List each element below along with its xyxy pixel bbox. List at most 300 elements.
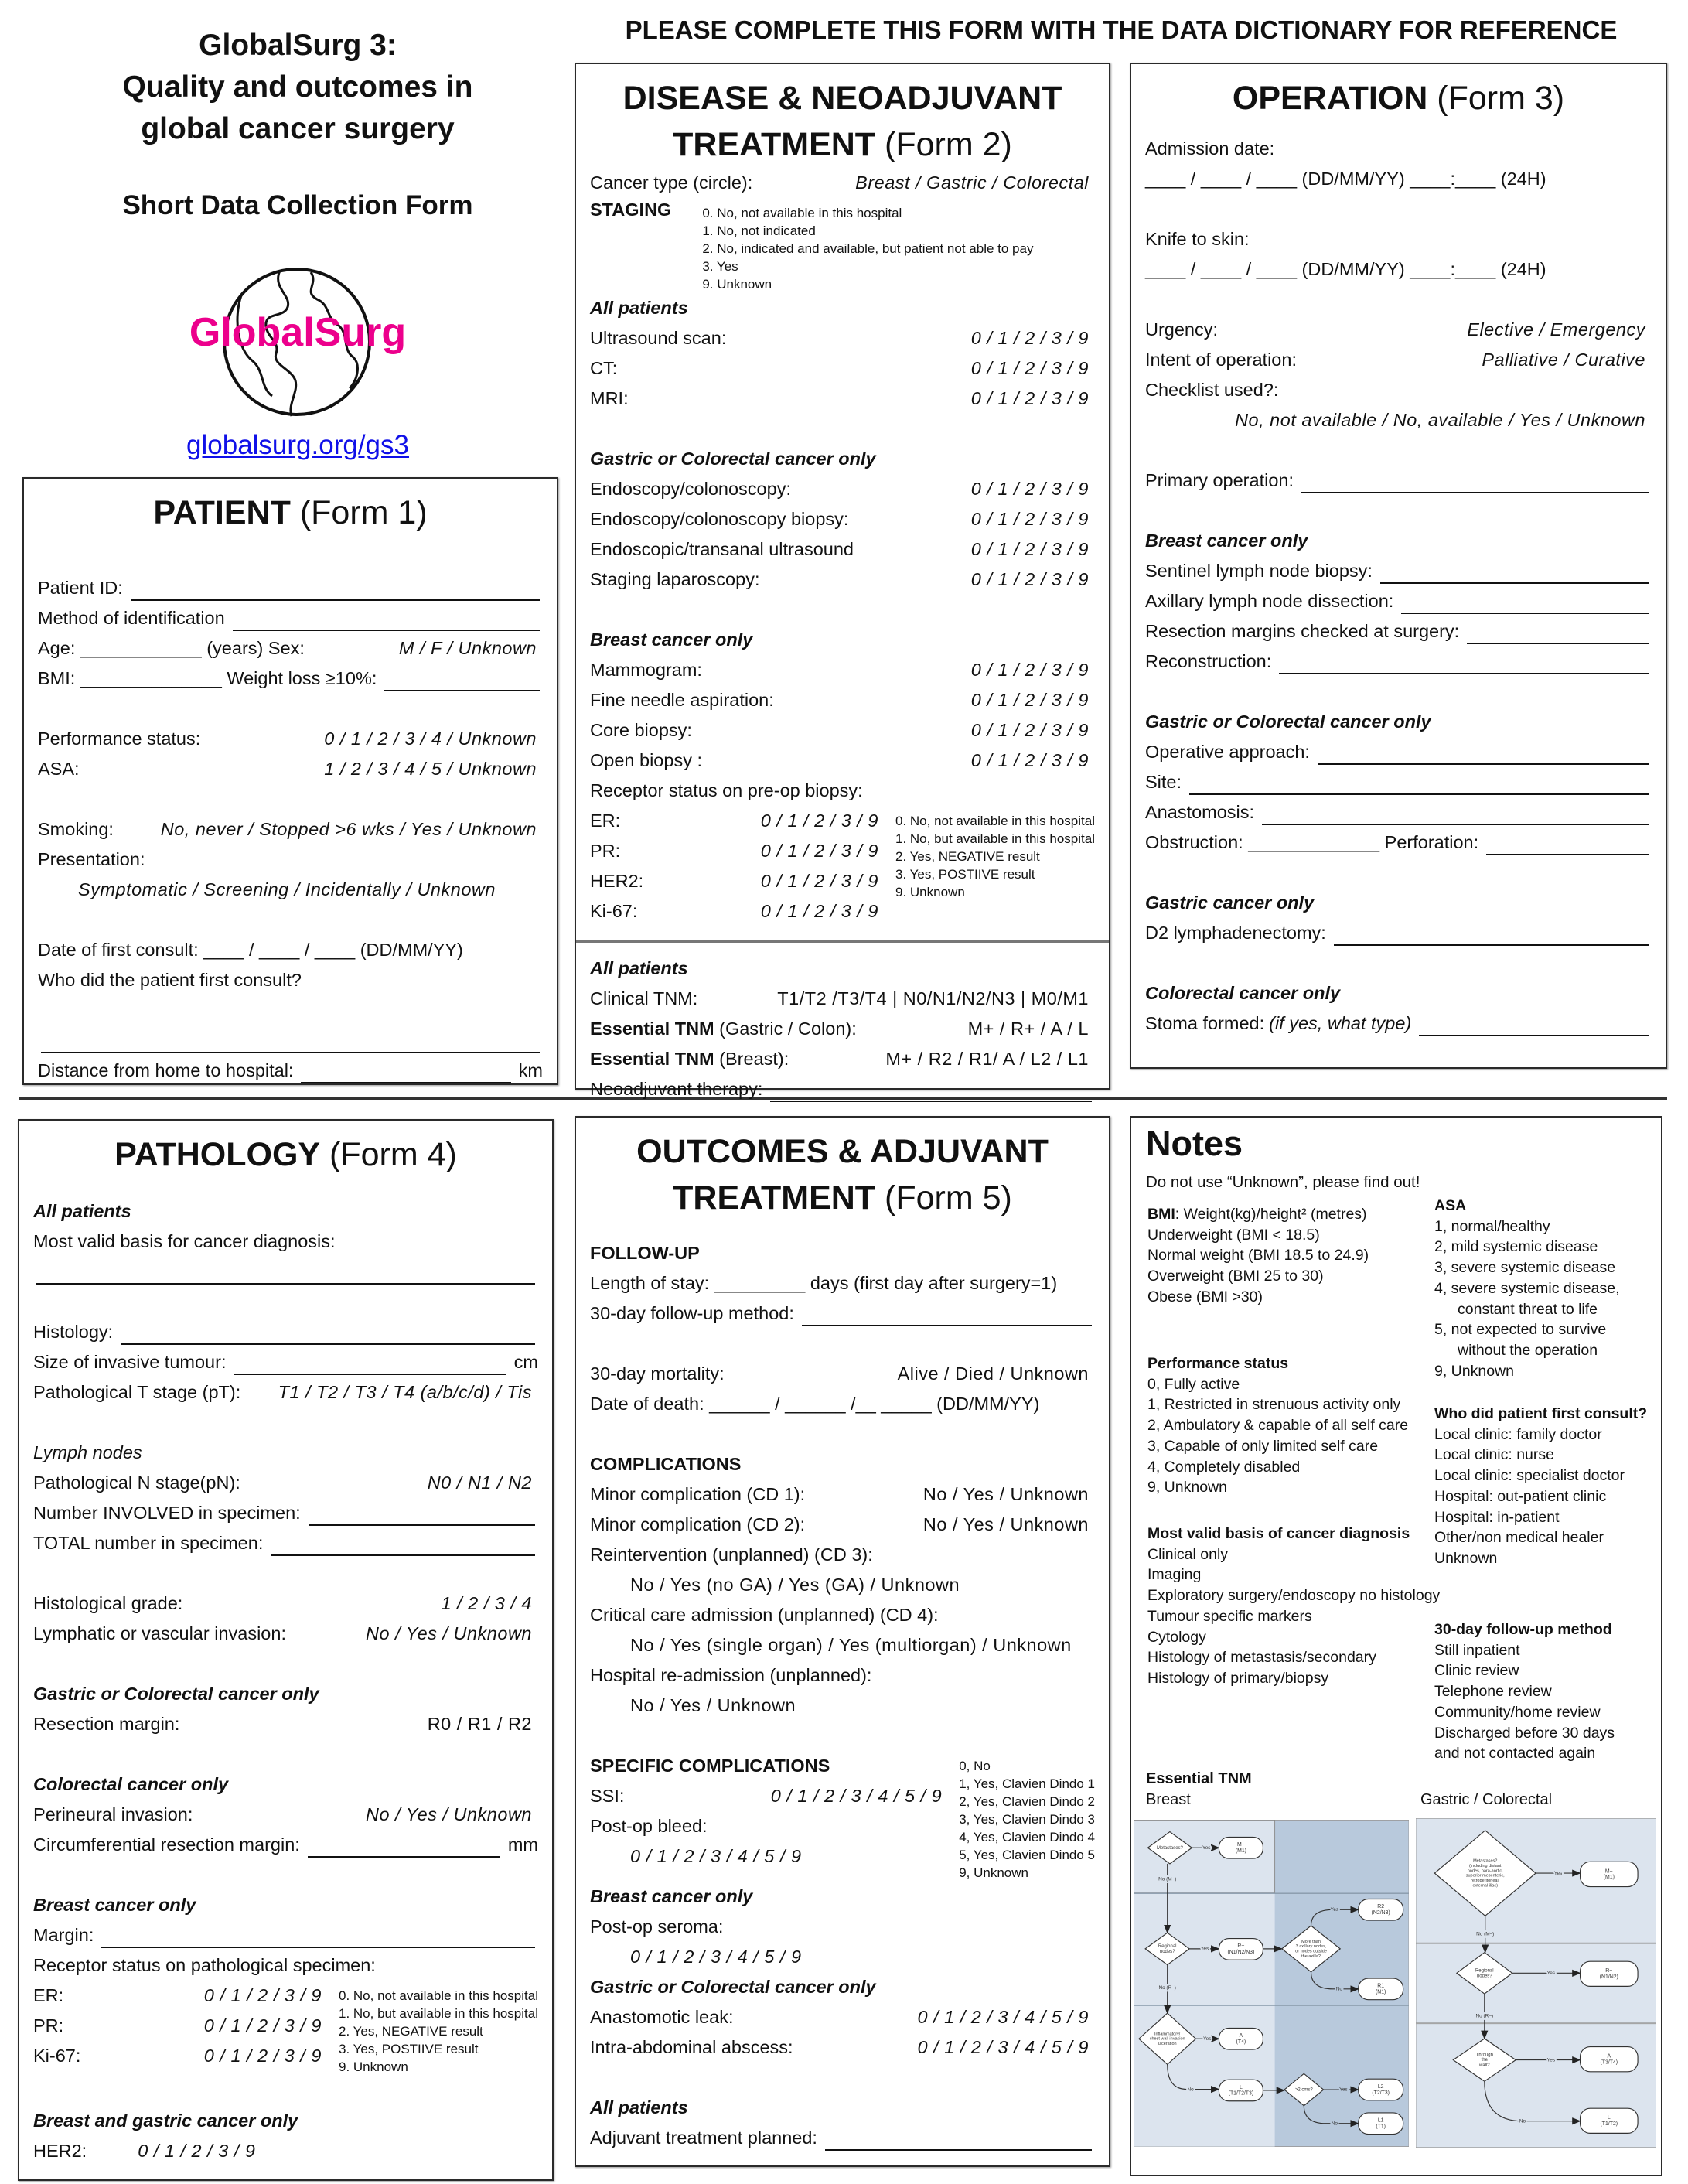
- field-label: Endoscopy/colonoscopy:: [590, 479, 791, 499]
- legend-item: 4, Yes, Clavien Dindo 4: [959, 1830, 1095, 1844]
- form-field: [33, 2136, 538, 2166]
- notes-block-basis: [1147, 1524, 1440, 1689]
- field-options[interactable]: 1 / 2 / 3 / 4: [441, 1593, 532, 1613]
- legend-item: 5, Yes, Clavien Dindo 5: [959, 1848, 1095, 1862]
- form-section: [33, 1890, 538, 1981]
- form-field: [590, 474, 1095, 504]
- notes-item: Local clinic: specialist doctor: [1434, 1467, 1625, 1485]
- form-field: [590, 1268, 1095, 1298]
- form-field: [33, 1257, 538, 1287]
- form-field: [590, 1510, 1095, 1540]
- flow-text: Inflammatory/: [1154, 2032, 1181, 2037]
- form-field: [590, 685, 1095, 715]
- form-title-main: OUTCOMES & ADJUVANT TREATMENT: [636, 1133, 1049, 1217]
- section-heading: Breast cancer only: [33, 1895, 196, 1915]
- field-blank[interactable]: [1380, 565, 1649, 584]
- field-options[interactable]: 0 / 1 / 2 / 3 / 9: [970, 660, 1089, 680]
- field-blank[interactable]: [384, 673, 540, 691]
- field-blank[interactable]: [233, 613, 540, 631]
- form-section: [590, 1449, 1095, 1721]
- field-label: Method of identification: [38, 608, 225, 628]
- field-label: 30-day follow-up method:: [590, 1303, 794, 1323]
- form-field: [590, 2032, 1095, 2063]
- flow-text: (T1/T2/T3): [1228, 2090, 1254, 2097]
- form-section: [590, 1751, 1095, 1882]
- field-blank[interactable]: [101, 1930, 535, 1948]
- field-options[interactable]: 1 / 2 / 3 / 4 / 5 / Unknown: [324, 759, 537, 779]
- outcome-node: [1219, 1837, 1263, 1858]
- field-label: Ultrasound scan:: [590, 328, 727, 348]
- flow-text: (T1/T2): [1600, 2121, 1618, 2128]
- field-blank[interactable]: [271, 1537, 535, 1556]
- form-field: [590, 1074, 1095, 1104]
- field-options[interactable]: No / Yes / Unknown: [922, 1514, 1089, 1534]
- field-options[interactable]: 0 / 1 / 2 / 3 / 9: [970, 690, 1089, 710]
- field-options[interactable]: R0 / R1 / R2: [427, 1714, 532, 1734]
- form-field: [1145, 224, 1652, 254]
- form-field: [33, 1619, 538, 1649]
- field-options[interactable]: No / Yes / Unknown: [366, 1804, 532, 1824]
- form-section: [38, 814, 543, 905]
- field-options[interactable]: 0 / 1 / 2 / 3 / 4 / 5 / 9: [630, 1846, 802, 1866]
- outcome-node: [1581, 2108, 1639, 2133]
- field-blank[interactable]: [121, 1326, 535, 1345]
- patient-form: [22, 477, 558, 1085]
- form-field: [38, 573, 543, 603]
- legend-item: 2. Yes, NEGATIVE result: [895, 849, 1040, 864]
- form-section: [590, 2093, 1095, 2153]
- flow-text: (N1/N2): [1599, 1974, 1618, 1981]
- notes-item: 2, Ambulatory & capable of all self care: [1147, 1417, 1409, 1435]
- outcome-node: [1219, 2028, 1263, 2049]
- flow-text: R1: [1377, 1983, 1385, 1989]
- field-blank[interactable]: [1334, 927, 1649, 946]
- form-field: [33, 1830, 538, 1860]
- form-section: [1145, 526, 1652, 677]
- form-field: [590, 1389, 1095, 1419]
- form-section: [1145, 888, 1652, 948]
- form-title-main: DISEASE & NEOADJUVANT TREATMENT: [622, 80, 1062, 163]
- form-field: [590, 1570, 1095, 1600]
- legend-item: 9. Unknown: [339, 2059, 408, 2074]
- essential-tnm-heading: Essential TNM: [1146, 1770, 1252, 1787]
- field-label: Staging laparoscopy:: [590, 569, 760, 589]
- field-label: Adjuvant treatment planned:: [590, 2128, 817, 2148]
- field-label: Sentinel lymph node biopsy:: [1145, 561, 1373, 581]
- field-options[interactable]: 0 / 1 / 2 / 3 / 9: [970, 509, 1089, 529]
- field-options[interactable]: 0 / 1 / 2 / 3 / 9: [970, 388, 1089, 408]
- disease-neoadjuvant-form: [575, 63, 1110, 1099]
- form-field: [590, 1014, 1095, 1044]
- field-blank[interactable]: [1486, 837, 1649, 855]
- section-fields: [590, 293, 1095, 414]
- field-blank[interactable]: [825, 2132, 1092, 2151]
- field-options[interactable]: No, not available / No, available / Yes / Unknown: [1235, 410, 1645, 430]
- field-options[interactable]: 0 / 1 / 2 / 3 / 4 / 5 / 9: [770, 1786, 943, 1806]
- notes-heading-text: ASA: [1434, 1197, 1467, 1214]
- section-fields: [33, 1438, 538, 1558]
- legend-item: 2. No, indicated and available, but patient not able to pay: [702, 241, 1034, 256]
- field-label: Most valid basis for cancer diagnosis:: [33, 1231, 336, 1251]
- field-blank[interactable]: [1301, 475, 1649, 493]
- field-options[interactable]: 0 / 1 / 2 / 3 / 9: [203, 2015, 322, 2036]
- field-label: Date of first consult: ____ / ____ / ____ (DD/MM/YY): [38, 940, 463, 960]
- form-field: [33, 1317, 538, 1347]
- form-field: [1145, 164, 1652, 194]
- form-field: [33, 1528, 538, 1558]
- field-label: ER:: [33, 1985, 64, 2005]
- field-blank[interactable]: [301, 1065, 510, 1083]
- field-label: HER2:: [33, 2141, 87, 2161]
- field-label: Operative approach:: [1145, 742, 1310, 762]
- field-label: Date of death: ______ / ______ /__ _____ (DD/MM/YY): [590, 1394, 1040, 1414]
- section-fields: [1145, 134, 1652, 194]
- field-label: Checklist used?:: [1145, 380, 1279, 400]
- legend-item: 0. No, not available in this hospital: [702, 206, 902, 220]
- field-options[interactable]: 0 / 1 / 2 / 3 / 9: [970, 358, 1089, 378]
- section-heading: Breast cancer only: [590, 1886, 753, 1906]
- field-label: Endoscopic/transanal ultrasound: [590, 539, 854, 559]
- legend-item: 1, Yes, Clavien Dindo 1: [959, 1776, 1095, 1791]
- notes-item: Local clinic: family doctor: [1434, 1425, 1602, 1443]
- field-label: Open biopsy :: [590, 750, 703, 770]
- field-options[interactable]: Breast / Gastric / Colorectal: [855, 172, 1089, 193]
- field-options[interactable]: 0 / 1 / 2 / 3 / 9: [970, 479, 1089, 499]
- field-options[interactable]: No / Yes / Unknown: [922, 1484, 1089, 1504]
- form-field: [38, 935, 543, 965]
- field-label: Fine needle aspiration:: [590, 690, 774, 710]
- field-blank[interactable]: [309, 1507, 535, 1526]
- field-blank[interactable]: [41, 1035, 540, 1053]
- flow-text: L: [1239, 2084, 1243, 2090]
- outcome-node: [1581, 2047, 1639, 2072]
- form-title: [621, 75, 1064, 168]
- form-section: [590, 293, 1095, 414]
- field-label: Margin:: [33, 1925, 94, 1945]
- section-fields: [33, 1769, 538, 1860]
- notes-warning: Do not use “Unknown”, please find out!: [1146, 1173, 1420, 1191]
- notes-item: Community/home review: [1434, 1703, 1601, 1721]
- flow-text: the axilla?: [1301, 1954, 1321, 1959]
- field-blank[interactable]: [1262, 807, 1649, 825]
- field-label: Post-op seroma:: [590, 1916, 724, 1937]
- breast-tnm-flowchart: [1134, 1820, 1409, 2147]
- field-options[interactable]: 0 / 1 / 2 / 3 / 9: [203, 1985, 322, 2005]
- field-options[interactable]: 0 / 1 / 2 / 3 / 4 / 5 / 9: [630, 1947, 802, 1967]
- section-heading: Gastric cancer only: [1145, 892, 1315, 913]
- form-field: [38, 1025, 543, 1056]
- field-label: Site:: [1145, 772, 1182, 792]
- section-fields: [33, 1890, 538, 1981]
- field-options[interactable]: No / Yes / Unknown: [366, 1623, 532, 1643]
- section-fields: [33, 1589, 538, 1649]
- flow-text: (N1/N2/N3): [1227, 1950, 1255, 1956]
- section-heading: All patients: [590, 958, 688, 978]
- field-label: HER2:: [590, 871, 644, 891]
- legend-item: 0. No, not available in this hospital: [339, 1988, 538, 2003]
- field-options[interactable]: 0 / 1 / 2 / 3 / 9: [970, 720, 1089, 740]
- form-section: [33, 1317, 538, 1408]
- form-field: [33, 1981, 328, 2011]
- outcome-node: [1581, 1862, 1639, 1886]
- field-options[interactable]: 0 / 1 / 2 / 3 / 9: [760, 901, 878, 921]
- notes-block-bmi: [1147, 1204, 1369, 1308]
- form-field: [590, 353, 1095, 384]
- field-label: Neoadjuvant therapy:: [590, 1079, 763, 1099]
- notes-item: 0, Fully active: [1147, 1375, 1240, 1393]
- section-heading: COMPLICATIONS: [590, 1454, 742, 1474]
- form-field: [38, 633, 543, 664]
- form-section: [1145, 224, 1652, 285]
- notes-heading-rest: : Weight(kg)/height² (metres): [1175, 1206, 1367, 1223]
- notes-item: Other/non medical healer: [1434, 1529, 1604, 1547]
- field-label: Endoscopy/colonoscopy biopsy:: [590, 509, 849, 529]
- operation-form: [1130, 63, 1667, 1069]
- flow-text: Regional: [1158, 1944, 1177, 1950]
- website-link[interactable]: globalsurg.org/gs3: [186, 430, 409, 460]
- flow-text: wall?: [1478, 2063, 1490, 2069]
- field-blank[interactable]: [1279, 656, 1649, 674]
- field-label: BMI: ______________ Weight loss ≥10%:: [38, 668, 377, 688]
- field-label: Pathological N stage(pN):: [33, 1472, 240, 1493]
- field-blank[interactable]: [770, 1083, 1092, 1102]
- field-blank[interactable]: [802, 1308, 1092, 1326]
- notes-block-heading: [1147, 1204, 1369, 1225]
- field-blank[interactable]: [36, 1266, 535, 1285]
- flow-text: No (M–): [1476, 1931, 1495, 1937]
- form-field: [38, 1056, 543, 1086]
- form-field: [1145, 405, 1652, 435]
- field-blank[interactable]: [1419, 1018, 1649, 1036]
- section-heading: STAGING: [590, 200, 672, 220]
- field-blank[interactable]: [1401, 595, 1649, 614]
- field-label: Core biopsy:: [590, 720, 692, 740]
- section-fields: [33, 1679, 538, 1739]
- form-field: [590, 715, 1095, 746]
- form-field: [1145, 375, 1652, 405]
- form-field: [1145, 586, 1652, 616]
- legend-item: 1. No, but available in this hospital: [895, 831, 1095, 846]
- form-section: [590, 1359, 1095, 1419]
- field-options[interactable]: 0 / 1 / 2 / 3 / 4 / 5 / 9: [917, 2037, 1089, 2057]
- legend-item: 3. Yes, POSTIIVE result: [339, 2042, 479, 2056]
- form-field: [38, 664, 543, 694]
- flow-text: ulceration: [1158, 2042, 1177, 2047]
- field-label: Resection margin:: [33, 1714, 180, 1734]
- form-section: [590, 1882, 1095, 1972]
- field-label-bold: Essential TNM: [590, 1019, 714, 1039]
- breast-flow-label: Breast: [1146, 1791, 1191, 1808]
- section-heading: FOLLOW-UP: [590, 1243, 700, 1263]
- outcome-node: [1359, 1978, 1403, 2000]
- form-field: [33, 1468, 538, 1498]
- notes-item: without the operation: [1458, 1341, 1598, 1359]
- field-options[interactable]: 0 / 1 / 2 / 3 / 9: [760, 810, 878, 831]
- field-options[interactable]: Elective / Emergency: [1467, 319, 1645, 340]
- flow-text: >2 cms?: [1294, 2087, 1313, 2093]
- field-options[interactable]: T1 / T2 / T3 / T4 (a/b/c/d) / Tis: [278, 1382, 532, 1402]
- field-options[interactable]: No / Yes (no GA) / Yes (GA) / Unknown: [630, 1575, 960, 1595]
- legend-item: 9. Unknown: [702, 277, 772, 292]
- field-label: Hospital re-admission (unplanned):: [590, 1665, 872, 1685]
- flow-text: Yes: [1202, 1844, 1211, 1851]
- form-field: [590, 984, 1095, 1014]
- form-title-main: PATHOLOGY: [114, 1136, 321, 1173]
- form-number: (Form 3): [1437, 80, 1565, 117]
- study-title-line: GlobalSurg 3:: [199, 29, 397, 62]
- flow-text: Yes: [1546, 2057, 1556, 2063]
- form-field: [590, 806, 885, 836]
- form-field: [1145, 134, 1652, 164]
- form-section: [590, 444, 1095, 595]
- field-label: Receptor status on pre-op biopsy:: [590, 780, 863, 800]
- section-heading: Colorectal cancer only: [33, 1774, 229, 1794]
- form-field: [590, 655, 1095, 685]
- flow-text: A: [1239, 2033, 1243, 2039]
- form-field: [590, 866, 885, 896]
- flow-text: superior mesenteric,: [1465, 1873, 1505, 1879]
- field-options[interactable]: Alive / Died / Unknown: [897, 1363, 1089, 1384]
- form-title-main: PATIENT: [153, 494, 291, 531]
- form-field: [33, 1800, 538, 1830]
- form-field: [33, 1377, 538, 1408]
- form-field: [33, 2011, 328, 2041]
- notes-item: Hospital: in-patient: [1434, 1508, 1560, 1526]
- flow-text: A: [1607, 2053, 1611, 2059]
- form-section: [590, 168, 1095, 198]
- field-options[interactable]: M+ / R2 / R1/ A / L2 / L1: [885, 1049, 1089, 1069]
- field-options[interactable]: No / Yes / Unknown: [630, 1695, 796, 1715]
- field-label: Lymphatic or vascular invasion:: [33, 1623, 286, 1643]
- outcome-node: [1359, 2113, 1403, 2135]
- field-label: Anastomotic leak:: [590, 2007, 734, 2027]
- field-label: ____ / ____ / ____ (DD/MM/YY) ____:____ (24H): [1145, 259, 1546, 279]
- field-options[interactable]: 0 / 1 / 2 / 3 / 9: [203, 2046, 322, 2066]
- flow-text: No: [1331, 2121, 1338, 2127]
- form-field: [33, 1227, 538, 1257]
- flow-text: chest wall invasion: [1149, 2036, 1185, 2042]
- field-blank[interactable]: [308, 1839, 500, 1858]
- notes-item: Discharged before 30 days: [1434, 1724, 1615, 1742]
- field-options[interactable]: No / Yes (single organ) / Yes (multiorgan) / Unknown: [630, 1635, 1072, 1655]
- field-options[interactable]: T1/T2 /T3/T4 | N0/N1/N2/N3 | M0/M1: [777, 988, 1089, 1008]
- notes-heading-text: Who did patient first consult?: [1434, 1405, 1648, 1422]
- field-options[interactable]: No, never / Stopped >6 wks / Yes / Unknown: [160, 819, 537, 839]
- field-options[interactable]: Palliative / Curative: [1482, 350, 1645, 370]
- field-options[interactable]: 0 / 1 / 2 / 3 / 9: [760, 841, 878, 861]
- flow-text: the: [1481, 2058, 1488, 2063]
- field-options[interactable]: 0 / 1 / 2 / 3 / 9: [970, 328, 1089, 348]
- flow-text: external iliac): [1472, 1883, 1498, 1889]
- field-options[interactable]: M / F / Unknown: [398, 638, 537, 658]
- pathology-form: [18, 1119, 554, 2181]
- notes-block-heading: [1434, 1196, 1620, 1217]
- form-field: [38, 754, 543, 784]
- field-label: Length of stay: _________ days (first day after surgery=1): [590, 1273, 1058, 1293]
- flow-text: L1: [1377, 2117, 1384, 2124]
- field-label: Circumferential resection margin:: [33, 1834, 300, 1855]
- outcome-node: [1359, 1899, 1403, 1920]
- field-label: Intra-abdominal abscess:: [590, 2037, 793, 2057]
- form-field: [590, 746, 1095, 776]
- field-label: Smoking:: [38, 819, 114, 839]
- form-field: [1145, 616, 1652, 647]
- field-options[interactable]: 0 / 1 / 2 / 3 / 4 / Unknown: [324, 729, 537, 749]
- field-blank[interactable]: [1467, 626, 1649, 644]
- form-field: [33, 2041, 328, 2071]
- form-field: [1145, 797, 1652, 828]
- field-options[interactable]: N0 / N1 / N2: [427, 1472, 532, 1493]
- form-field: [38, 965, 543, 995]
- form-field: [590, 776, 1095, 806]
- flow-text: L: [1607, 2115, 1611, 2121]
- field-unit: km: [518, 1060, 543, 1080]
- section-fields: [1145, 978, 1652, 1039]
- field-label: Minor complication (CD 1):: [590, 1484, 806, 1504]
- field-label: Urgency:: [1145, 319, 1219, 340]
- form-field: [1145, 767, 1652, 797]
- field-options[interactable]: 0 / 1 / 2 / 3 / 9: [138, 2141, 256, 2161]
- form-number: (Form 5): [885, 1179, 1012, 1217]
- form-section: [38, 1025, 543, 1086]
- field-options[interactable]: 0 / 1 / 2 / 3 / 9: [970, 569, 1089, 589]
- notes-item: 4, severe systemic disease,: [1434, 1279, 1620, 1297]
- section-heading: Gastric or Colorectal cancer only: [1145, 712, 1431, 732]
- notes-item: Obese (BMI >30): [1147, 1288, 1263, 1305]
- section-heading: SPECIFIC COMPLICATIONS: [590, 1756, 830, 1776]
- form-section: [1145, 134, 1652, 194]
- field-blank[interactable]: [131, 582, 540, 601]
- globalsurg-logo: GlobalSurg: [189, 310, 407, 355]
- field-label: Intent of operation:: [1145, 350, 1297, 370]
- form-section: [33, 1438, 538, 1558]
- outcomes-adjuvant-form: [575, 1116, 1110, 2167]
- field-options[interactable]: 0 / 1 / 2 / 3 / 9: [760, 871, 878, 891]
- field-label: Axillary lymph node dissection:: [1145, 591, 1394, 611]
- flow-text: No: [1519, 2118, 1526, 2124]
- section-fields: [590, 806, 885, 926]
- form-section: [33, 1679, 538, 1739]
- field-label: Reintervention (unplanned) (CD 3):: [590, 1544, 873, 1565]
- section-fields: [1145, 466, 1652, 496]
- flow-text: More than: [1301, 1939, 1321, 1944]
- legend-item: 9. Unknown: [895, 885, 965, 899]
- form-title-main: OPERATION: [1232, 80, 1428, 117]
- section-fields: [590, 1882, 1095, 1972]
- notes-block-heading: [1147, 1353, 1408, 1374]
- notes-item: 1, Restricted in strenuous activity only: [1147, 1396, 1401, 1414]
- field-options[interactable]: M+ / R+ / A / L: [967, 1019, 1089, 1039]
- field-options[interactable]: Symptomatic / Screening / Incidentally / Unknown: [78, 879, 496, 899]
- form-field: [590, 1600, 1095, 1630]
- form-field: [38, 875, 543, 905]
- field-unit: cm: [513, 1352, 538, 1372]
- form-field: [33, 1589, 538, 1619]
- form-field: [590, 1044, 1095, 1074]
- field-blank[interactable]: [1189, 776, 1649, 795]
- field-options[interactable]: 0 / 1 / 2 / 3 / 9: [970, 750, 1089, 770]
- field-label: Cancer type (circle):: [590, 172, 753, 193]
- field-blank[interactable]: [234, 1356, 506, 1375]
- field-options[interactable]: 0 / 1 / 2 / 3 / 9: [970, 539, 1089, 559]
- field-blank[interactable]: [1318, 746, 1649, 765]
- field-label: Admission date:: [1145, 138, 1275, 159]
- form-section: [38, 724, 543, 784]
- field-options[interactable]: 0 / 1 / 2 / 3 / 4 / 5 / 9: [917, 2007, 1089, 2027]
- form-field: [590, 2123, 1095, 2153]
- flow-text: Yes: [1546, 1971, 1556, 1977]
- field-label: Number INVOLVED in specimen:: [33, 1503, 301, 1523]
